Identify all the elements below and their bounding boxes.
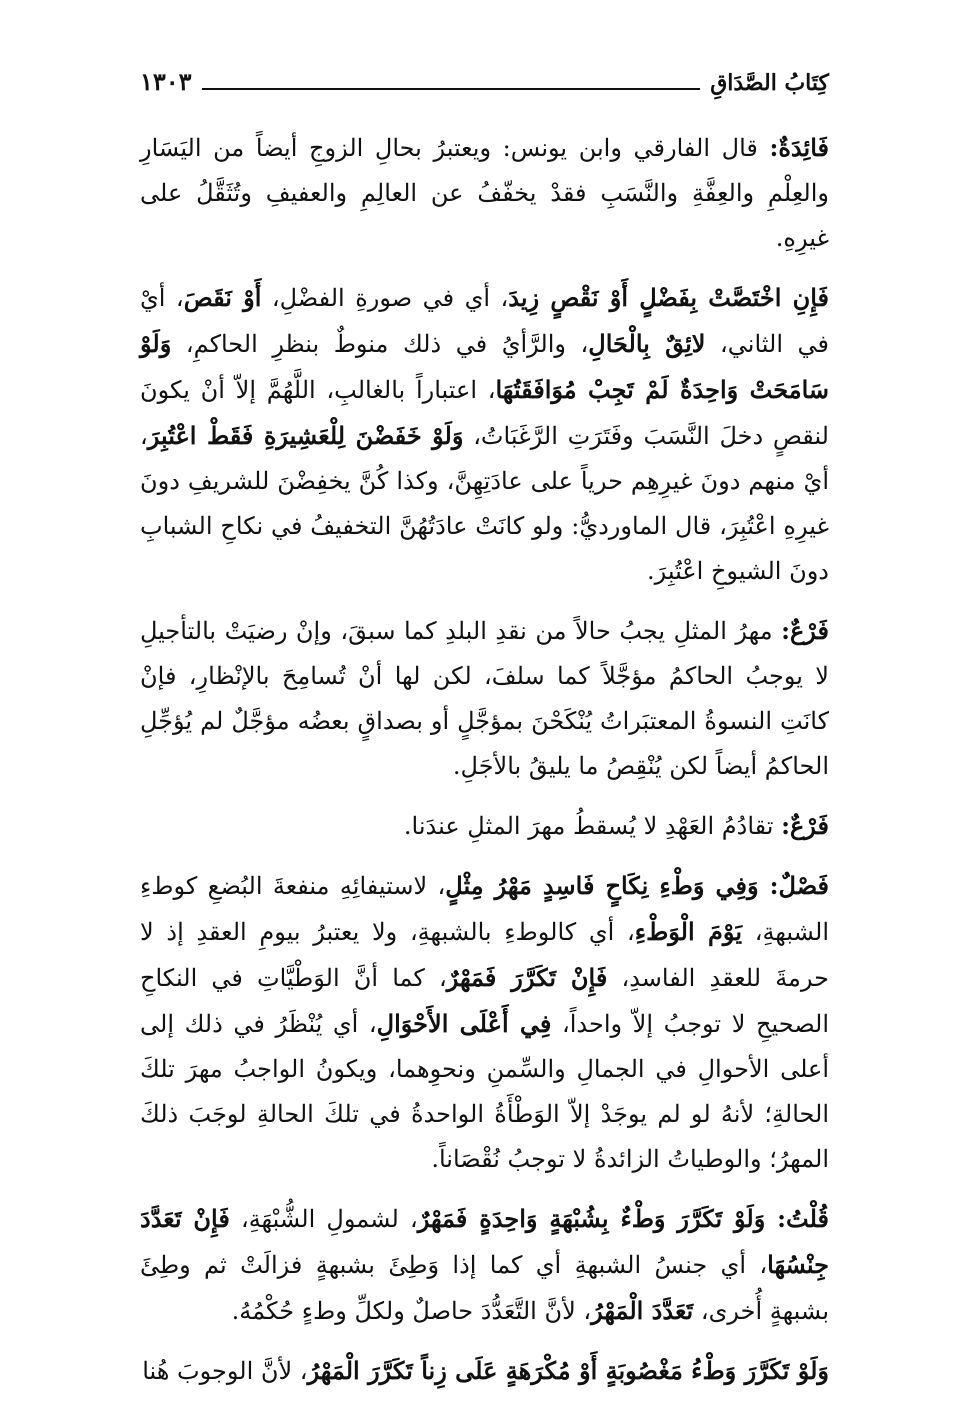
header-rule: [202, 88, 701, 90]
page-body: [140, 125, 830, 1385]
paragraph-text: تقادُمُ العَهْدِ لا يُسقطُ مهرَ المثلِ عندَنا.: [403, 812, 782, 840]
matn-text: وَلَوْ تَكَرَّرَ وَطْءُ مَغْصُوبَةٍ أَوْ مُكْرَهَةٍ عَلَى زِناً تَكَرَّرَ الْمَهْرُ: [307, 1356, 829, 1385]
paragraph-far-2: [140, 803, 829, 849]
matn-text: يَوْمَ الْوَطْءِ: [634, 917, 742, 946]
sharh-text: ، لأنَّ الوجوبَ هُنا: [142, 1357, 308, 1385]
paragraph-text: مهرُ المثلِ يجبُ حالاً من نقدِ البلدِ كما سبقَ، وإنْ رضيَتْ بالتأجيلِ لا يوجبُ الحاكمُ مؤجَّلاً كما سلفَ، لكن لها أنْ تُسامِحَ بالإنْظارِ، فإنْ كانَتِ النسوةُ المعتبَراتُ يُنْكَحْنَ بمؤجَّلٍ أو بصداقٍ بعضُه مؤجَّلٌ لم يُؤجِّلِ الحاكمُ أيضاً لكن يُنْقِصُ ما يليقُ بالأجَلِ.: [140, 617, 829, 780]
paragraph-maghsuba: [140, 1348, 829, 1394]
sharh-text: ، أيْ في الثاني،: [140, 284, 830, 358]
sharh-text: ، أيْ منهم دونَ غيرِهِم حرياً على عادَتِهِنَّ، وكذا كُنَّ يخفِضْنَ للشريفِ دونَ غيرِهِ اعْتُبِرَ، قال الماورديُّ: ولو كانَتْ عادَتُهُنَّ التخفيفُ في نكاحِ الشبابِ دونَ الشيوخِ اعْتُبِرَ.: [140, 422, 829, 585]
matn-text: لائِقٌ بِالْحَالِ: [588, 329, 706, 358]
paragraph-far-1: [140, 608, 829, 789]
running-header: [140, 60, 829, 100]
matn-text: وَلَوْ سَامَحَتْ وَاحِدَةٌ لَمْ تَجِبْ مُوَافَقَتُهَا: [140, 329, 830, 404]
sharh-text: ، أي يُنْظَرُ في ذلك إلى أعلى الأحوالِ في الجمالِ والسِّمنِ ونحوِهما، ويكونُ الواجبُ مهرَ تلكَ الحالةِ؛ لأنهُ لو لم يوجَدْ إلاّ الوَطْأَةُ الواحدةُ في تلكَ الحالةِ لوجَبَ ذلكَ المهرُ؛ والوطياتُ الزائدةُ لا توجبُ نُقْصَاناً.: [140, 1010, 829, 1173]
matn-text: تَعَدَّدَ الْمَهْرُ: [591, 1296, 694, 1325]
matn-text: فِي أَعْلَى الأَحْوَالِ: [376, 1009, 552, 1038]
paragraph-lead: فَائِدَةٌ:: [769, 133, 829, 162]
matn-text: فَإِنْ تَكَرَّرَ فَمَهْرٌ: [446, 963, 608, 992]
paragraph-ikhtissas: [140, 275, 829, 594]
sharh-text: ، أي كالوطءِ بالشبهةِ، ولا يعتبرُ بيومِ العقدِ إذ لا حرمةَ للعقدِ الفاسدِ،: [140, 918, 829, 992]
matn-text: فَإِنْ تَعَدَّدَ جِنْسُهَا: [140, 1204, 829, 1279]
matn-text: وَلَوْ خَفَضْنَ لِلْعَشِيرَةِ فَقَطْ اعْتُبِرَ: [147, 421, 464, 450]
matn-text: قُلْتُ: وَلَوْ تَكَرَّرَ وَطْءٌ بِشُبْهَةٍ وَاحِدَةٍ فَمَهْرٌ: [417, 1204, 830, 1233]
matn-text: أَوْ نَقَصَ: [183, 283, 262, 312]
paragraph-fasl: [140, 863, 829, 1182]
paragraph-qultu: [140, 1196, 829, 1334]
sharh-text: ، أي في صورةِ الفضْلِ،: [261, 284, 509, 312]
paragraph-text: قال الفارقي وابن يونس: ويعتبرُ بحالِ الزوجِ أيضاً من اليَسَارِ والعِلْمِ والعِفَّةِ والنَّسَبِ فقدْ يخفّفُ عن العالِمِ والعفيفِ وتُثَقَّلُ على غيرِهِ.: [140, 134, 829, 252]
chapter-title: كِتَابُ الصَّدَاقِ: [710, 70, 829, 96]
paragraph-lead: فَرْعٌ:: [781, 811, 829, 840]
sharh-text: ، لشمولِ الشُّبْهَةِ،: [229, 1205, 418, 1233]
paragraph-lead: فَرْعٌ:: [781, 616, 829, 645]
matn-text: وَفِي وَطْءِ نِكَاحٍ فَاسِدٍ مَهْرُ مِثْلٍ: [445, 871, 759, 900]
sharh-text: ، والرَّأيُ في ذلك منوطٌ بنظرِ الحاكمِ،: [171, 330, 589, 358]
sharh-text: ، كما أنَّ الوَطْيَّاتِ في النكاحِ الصحيحِ لا توجبُ إلاّ واحداً،: [140, 964, 829, 1038]
matn-text: فَإِنِ اخْتَصَّتْ بِفَضْلٍ أَوْ نَقْصٍ زِيدَ: [508, 283, 830, 312]
page-number: ١٣٠٣: [140, 67, 192, 96]
sharh-text: ، اعتباراً بالغالبِ، اللَّهُمَّ إلاّ أنْ يكونَ لنقصٍ دخلَ النَّسَبَ وفَتَرَتِ الرَّغَبَاتُ،: [140, 376, 829, 450]
sharh-text: ، لاستيفائِهِ منفعةَ البُضعِ كوطءِ الشبهةِ،: [140, 872, 830, 946]
paragraph-faida: [140, 125, 829, 261]
section-label: فَصْلٌ:: [758, 871, 829, 900]
sharh-text: ، أي جنسُ الشبهةِ أي كما إذا وَطِئَ بشبهةٍ فزالَتْ ثم وطِئَ بشبهةٍ أُخرى،: [140, 1251, 829, 1325]
sharh-text: ، لأنَّ التَّعَدُّدَ حاصلٌ ولكلِّ وطءٍ حُكْمُهُ.: [231, 1297, 592, 1325]
